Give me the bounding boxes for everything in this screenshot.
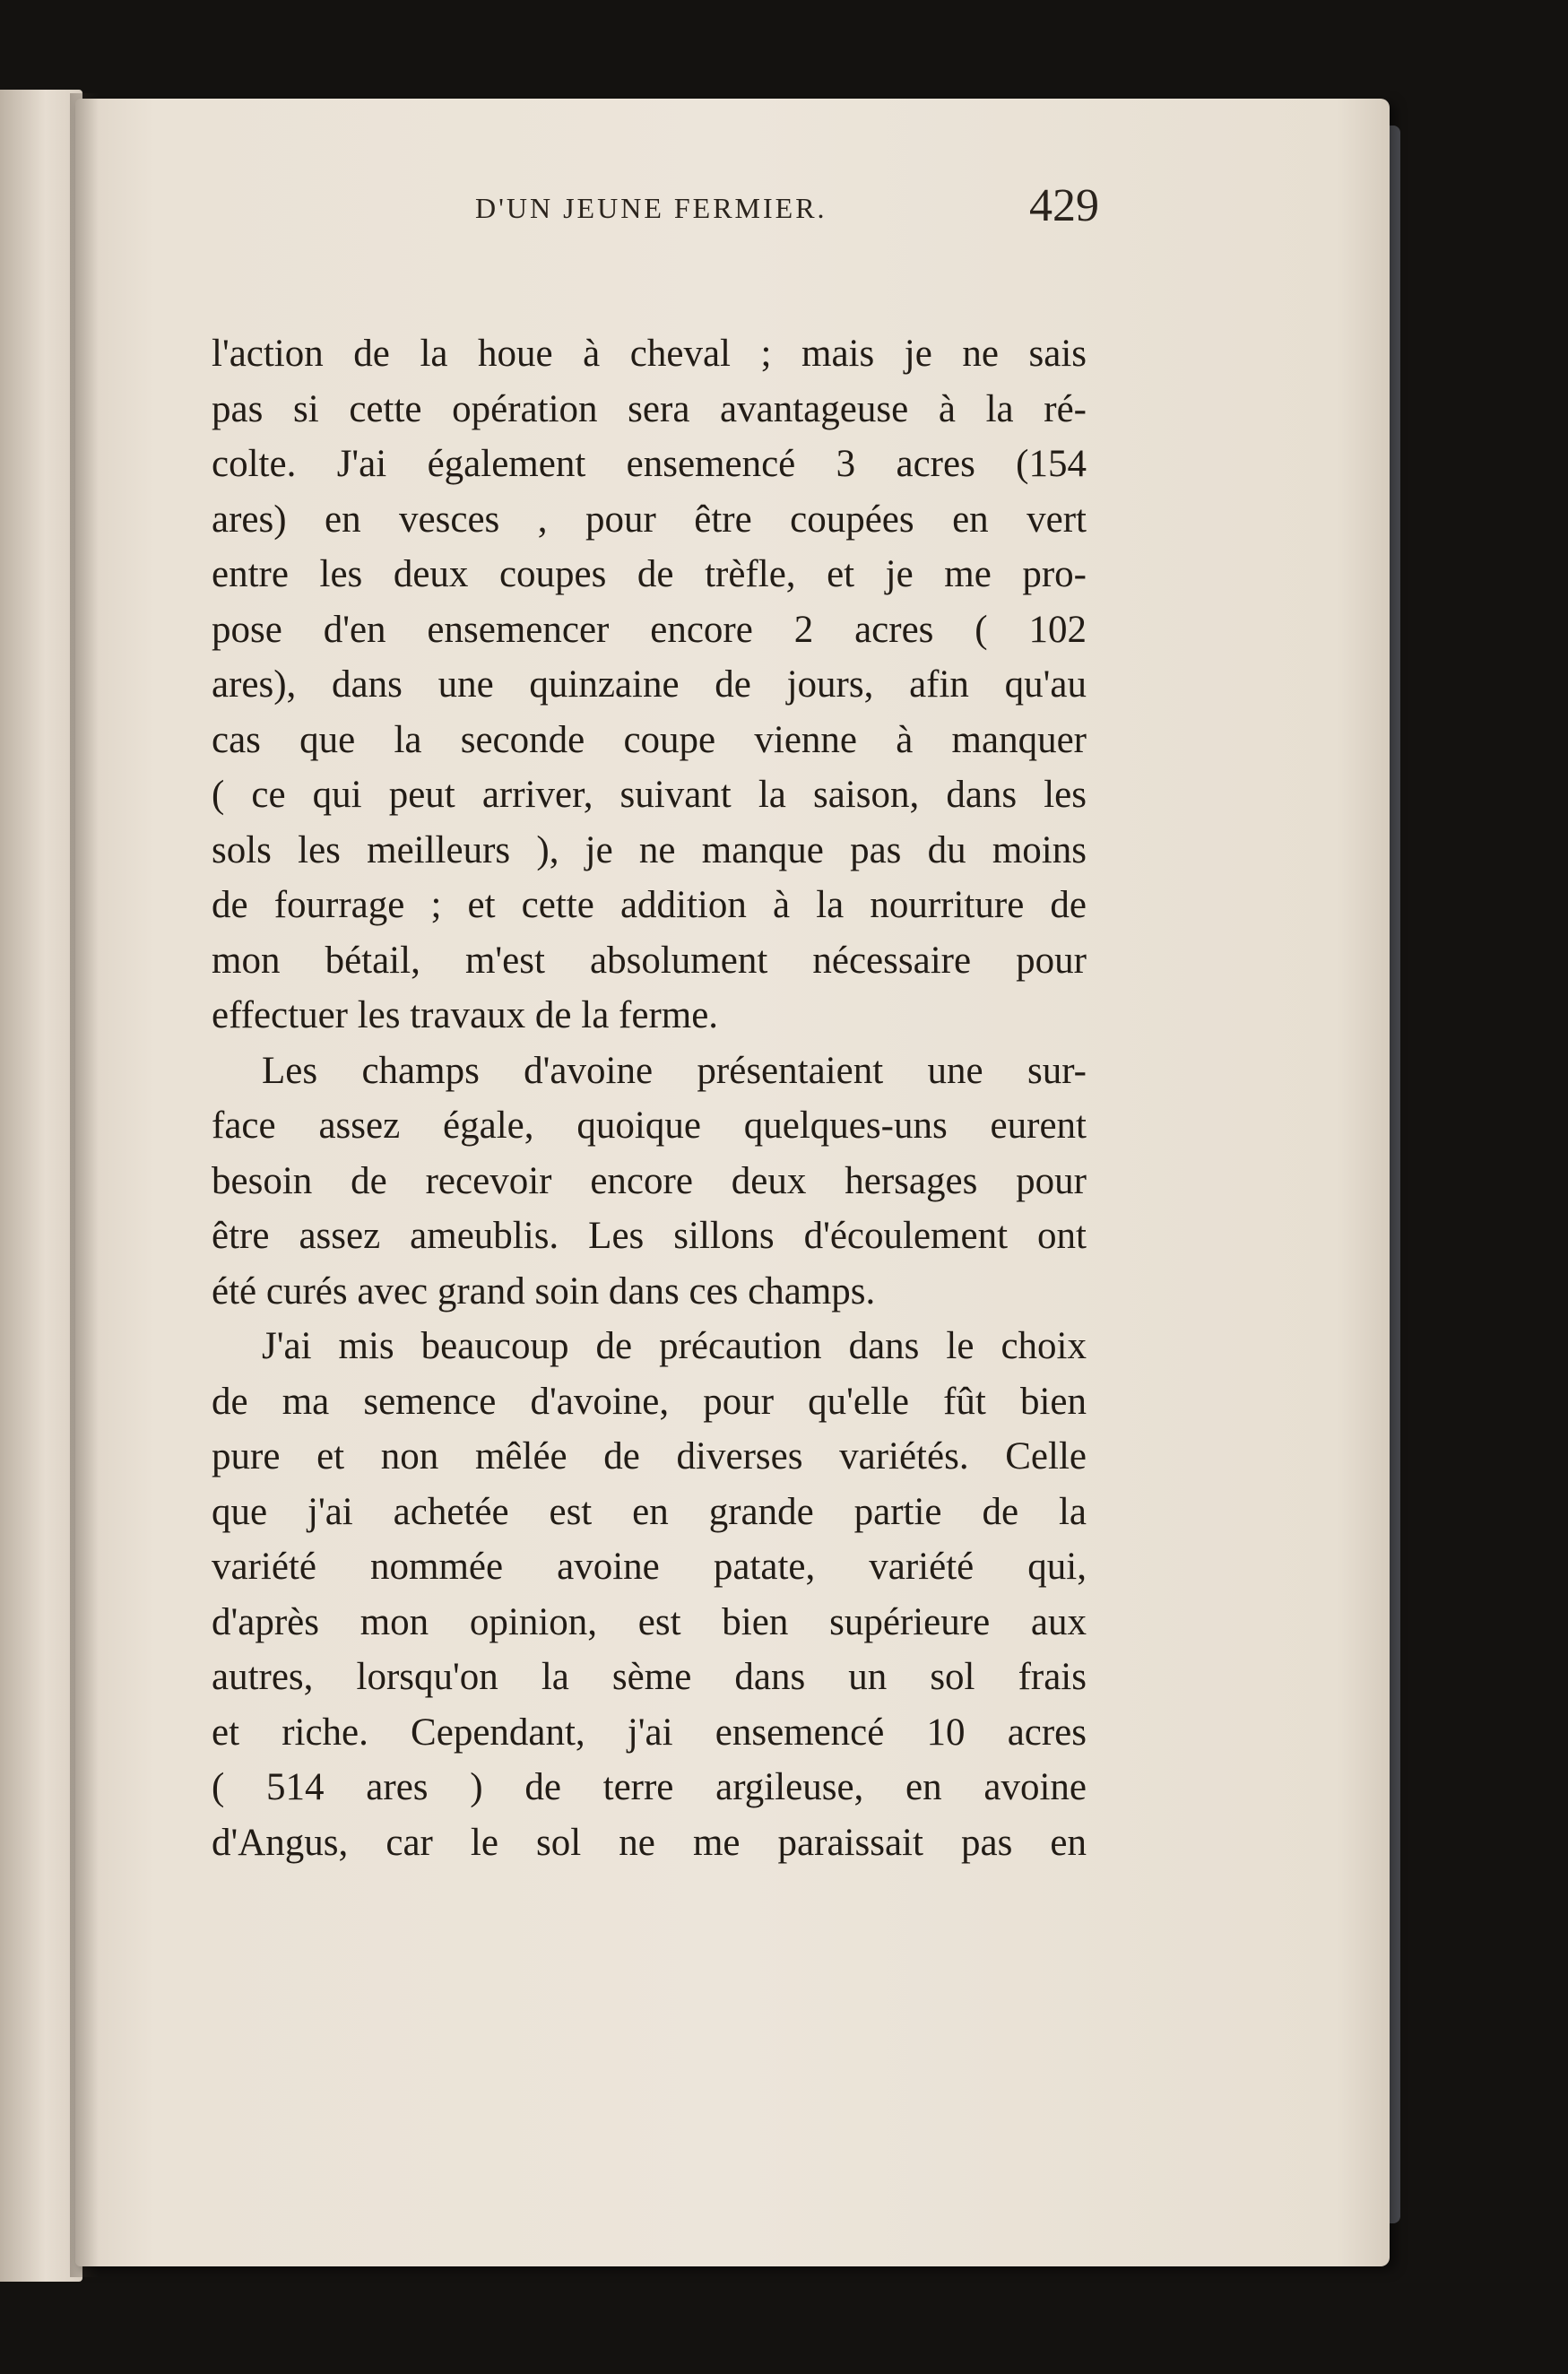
text-line: mon bétail, m'est absolument nécessaire pour <box>212 939 1087 982</box>
text-line: autres, lorsqu'on la sème dans un sol frais <box>212 1656 1087 1698</box>
page-number: 429 <box>1029 180 1099 231</box>
text-line: J'ai mis beaucoup de précaution dans le choix <box>262 1325 1087 1367</box>
text-line: entre les deux coupes de trèfle, et je me pro- <box>212 553 1087 595</box>
text-line: variété nommée avoine patate, variété qui, <box>212 1546 1087 1588</box>
text-line: pose d'en ensemencer encore 2 acres ( 102 <box>212 608 1087 651</box>
text-line: besoin de recevoir encore deux hersages pour <box>212 1159 1087 1202</box>
body-text <box>212 326 1087 1870</box>
text-line: être assez ameublis. Les sillons d'écoulement ont <box>212 1215 1087 1257</box>
text-line: colte. J'ai également ensemencé 3 acres (154 <box>212 443 1087 485</box>
text-line: de fourrage ; et cette addition à la nourriture de <box>212 884 1087 926</box>
text-line: d'après mon opinion, est bien supérieure aux <box>212 1600 1087 1643</box>
text-line: ( 514 ares ) de terre argileuse, en avoine <box>212 1766 1087 1808</box>
text-line: sols les meilleurs ), je ne manque pas du moins <box>212 828 1087 871</box>
gutter-shadow <box>70 93 99 2277</box>
page-header <box>179 179 1099 260</box>
text-line: l'action de la houe à cheval ; mais je ne sais <box>212 333 1087 375</box>
text-line: été curés avec grand soin dans ces champs. <box>212 1269 876 1313</box>
text-line: ares), dans une quinzaine de jours, afin qu'au <box>212 663 1087 706</box>
text-line: face assez égale, quoique quelques-uns eurent <box>212 1105 1087 1147</box>
text-line: de ma semence d'avoine, pour qu'elle fût bien <box>212 1380 1087 1423</box>
text-line: et riche. Cependant, j'ai ensemencé 10 acres <box>212 1711 1087 1754</box>
text-line: Les champs d'avoine présentaient une sur- <box>262 1049 1087 1092</box>
text-line: pas si cette opération sera avantageuse à la ré- <box>212 387 1087 430</box>
text-line: que j'ai achetée est en grande partie de la <box>212 1490 1087 1533</box>
text-line: d'Angus, car le sol ne me paraissait pas en <box>212 1821 1087 1864</box>
text-line: cas que la seconde coupe vienne à manquer <box>212 718 1087 761</box>
text-line: ares) en vesces , pour être coupées en vert <box>212 498 1087 541</box>
text-line: effectuer les travaux de la ferme. <box>212 994 719 1036</box>
text-line: ( ce qui peut arriver, suivant la saison, dans les <box>212 774 1087 816</box>
running-title: D'UN JEUNE FERMIER. <box>475 192 827 224</box>
text-line: pure et non mêlée de diverses variétés. Celle <box>212 1435 1087 1477</box>
